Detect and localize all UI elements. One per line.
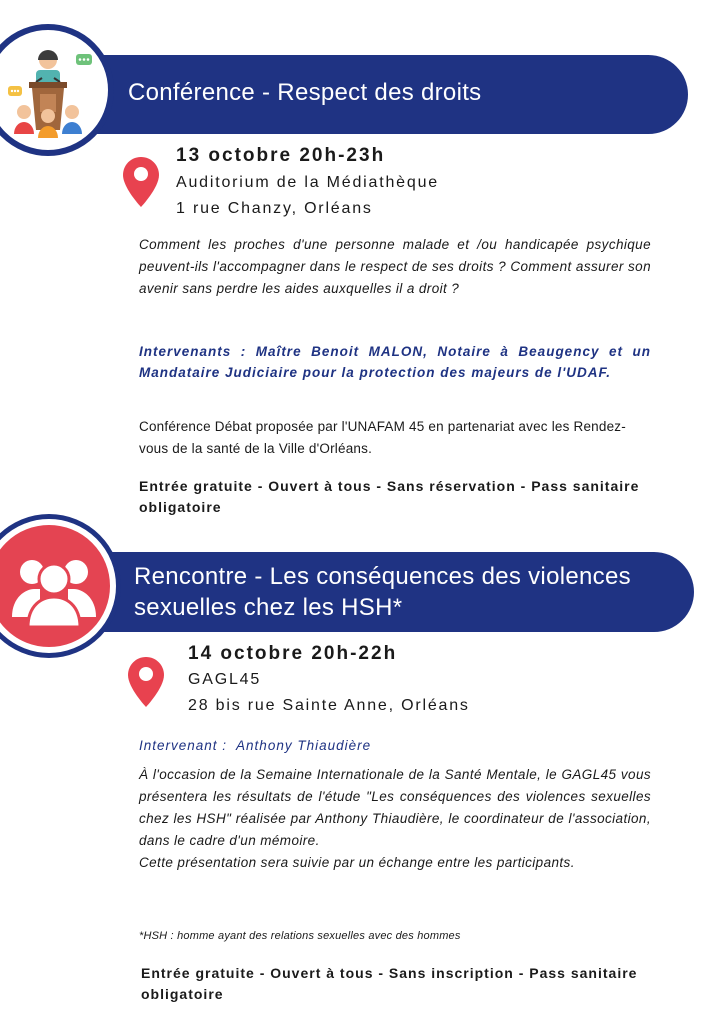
event2-description-followup: Cette présentation sera suivie par un échange entre les participants. bbox=[139, 855, 575, 870]
map-pin-icon bbox=[122, 156, 160, 208]
map-pin-icon bbox=[127, 656, 165, 708]
event1-organizer-note: Conférence Débat proposée par l'UNAFAM 45 en partenariat avec les Rendez-vous de la santé de la Ville d'Orléans. bbox=[139, 419, 626, 456]
event2-description bbox=[139, 764, 651, 874]
event2-icon-circle bbox=[0, 519, 116, 653]
event2-description-main: À l'occasion de la Semaine Internationale de la Santé Mentale, le GAGL45 vous présentera les résultats de l'étude "Les conséquences des violences sexuelles chez les HSH" réalisée par Anthony Thiaudière, le coordinateur de l'association, dans le cadre d'un mémoire. bbox=[139, 767, 651, 848]
event1-description: Comment les proches d'une personne malade et /ou handicapée psychique peuvent-ils l'accompagner dans le respect de ses droits ? Comment assurer son avenir sans perdre les aides auxquelles il a droit ? bbox=[139, 237, 651, 296]
event2-date: 14 octobre 20h-22h bbox=[188, 643, 398, 664]
event1-speakers: Intervenants : Maître Benoit MALON, Notaire à Beaugency et un Mandataire Judiciaire pour la protection des majeurs de l'UDAF. bbox=[139, 344, 651, 380]
event2-title: Rencontre - Les conséquences des violences sexuelles chez les HSH* bbox=[134, 563, 631, 621]
event2-footnote: *HSH : homme ayant des relations sexuelles avec des hommes bbox=[139, 930, 461, 942]
event2-address: 28 bis rue Sainte Anne, Orléans bbox=[188, 697, 470, 714]
group-people-icon bbox=[0, 525, 110, 647]
event1-date: 13 octobre 20h-23h bbox=[176, 145, 386, 166]
event2-banner bbox=[60, 552, 694, 632]
event2-entry-info: Entrée gratuite - Ouvert à tous - Sans inscription - Pass sanitaire obligatoire bbox=[141, 965, 638, 1002]
event1-address: 1 rue Chanzy, Orléans bbox=[176, 200, 373, 217]
event2-speaker: Intervenant : Anthony Thiaudière bbox=[139, 738, 372, 753]
event2-venue: GAGL45 bbox=[188, 671, 262, 688]
lectern-speaker-icon bbox=[0, 30, 108, 150]
event1-venue: Auditorium de la Médiathèque bbox=[176, 174, 439, 191]
event1-banner bbox=[60, 55, 688, 134]
event1-icon-circle bbox=[0, 24, 114, 156]
event1-entry-info: Entrée gratuite - Ouvert à tous - Sans réservation - Pass sanitaire obligatoire bbox=[139, 478, 640, 515]
event1-title: Conférence - Respect des droits bbox=[128, 79, 482, 106]
